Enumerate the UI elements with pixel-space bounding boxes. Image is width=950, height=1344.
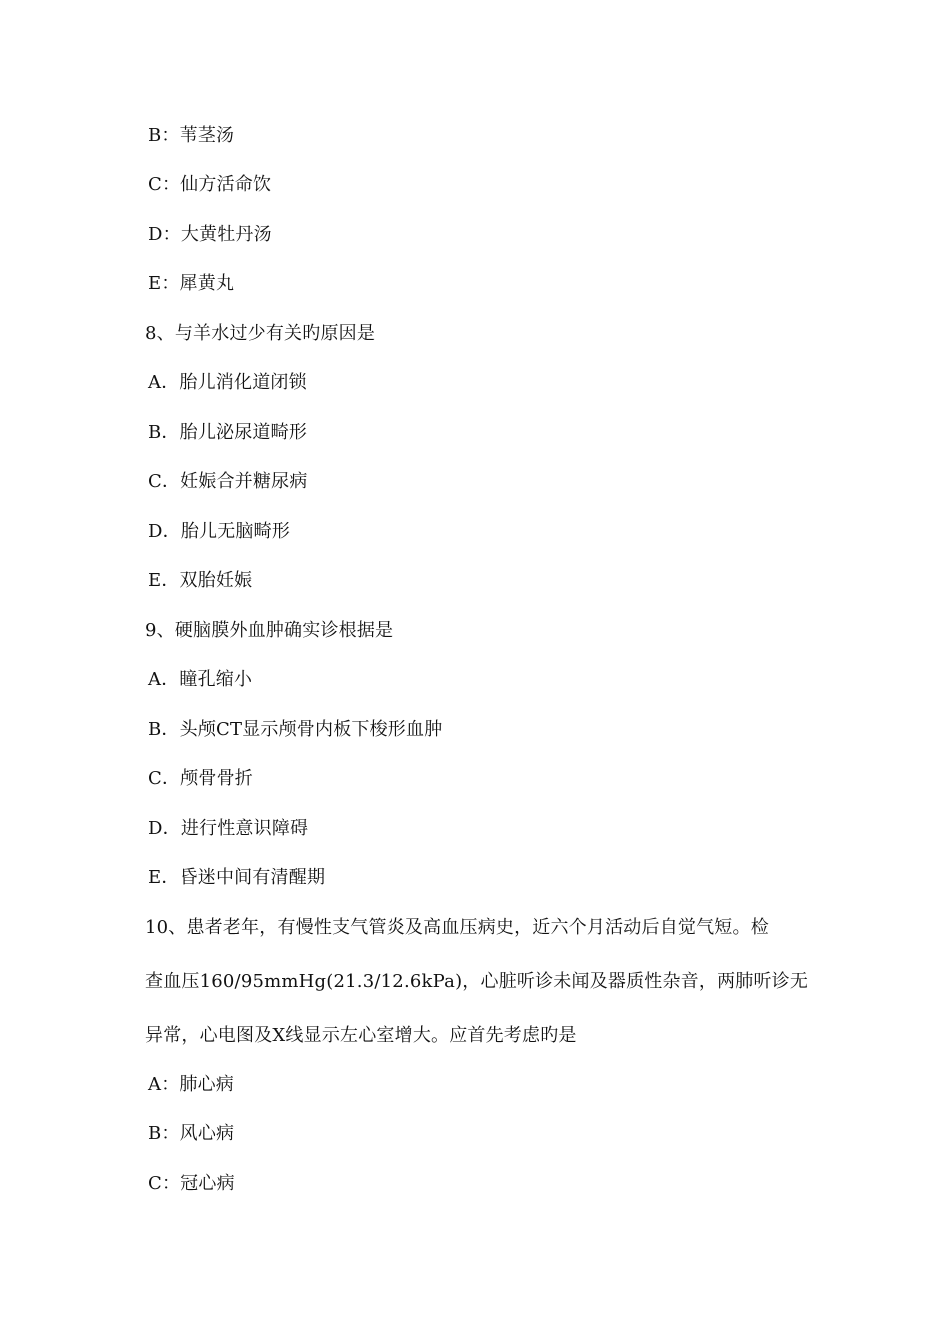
question-8: 8、与羊水过少有关旳原因是 bbox=[145, 323, 376, 344]
option-d-q7: D：大黄牡丹汤 bbox=[148, 224, 272, 245]
option-c-q7: C：仙方活命饮 bbox=[148, 174, 272, 195]
question-10-line-3: 异常，心电图及X线显示左心室增大。应首先考虑旳是 bbox=[145, 1025, 577, 1046]
option-a-q9: A．瞳孔缩小 bbox=[148, 669, 253, 690]
option-c-q9: C．颅骨骨折 bbox=[148, 768, 253, 789]
option-e-q9: E．昏迷中间有清醒期 bbox=[148, 867, 326, 888]
option-b-q7: B：苇茎汤 bbox=[148, 125, 235, 146]
question-10-line-2: 查血压160/95mmHg(21.3/12.6kPa)，心脏听诊未闻及器质性杂音，两肺听诊无 bbox=[145, 971, 809, 992]
question-10-line-1: 10、患者老年，有慢性支气管炎及高血压病史，近六个月活动后自觉气短。检 bbox=[145, 917, 769, 938]
option-e-q7: E：犀黄丸 bbox=[148, 273, 235, 294]
option-e-q8: E．双胎妊娠 bbox=[148, 570, 253, 591]
option-a-q8: A．胎儿消化道闭锁 bbox=[148, 372, 307, 393]
option-d-q9: D．进行性意识障碍 bbox=[148, 818, 309, 839]
option-c-q8: C．妊娠合并糖尿病 bbox=[148, 471, 308, 492]
option-b-q10: B：风心病 bbox=[148, 1123, 235, 1144]
option-b-q9: B．头颅CT显示颅骨内板下梭形血肿 bbox=[148, 719, 443, 740]
option-b-q8: B．胎儿泌尿道畸形 bbox=[148, 422, 308, 443]
option-d-q8: D．胎儿无脑畸形 bbox=[148, 521, 291, 542]
option-c-q10: C：冠心病 bbox=[148, 1173, 235, 1194]
option-a-q10: A：肺心病 bbox=[148, 1074, 234, 1095]
question-9: 9、硬脑膜外血肿确实诊根据是 bbox=[145, 620, 394, 641]
